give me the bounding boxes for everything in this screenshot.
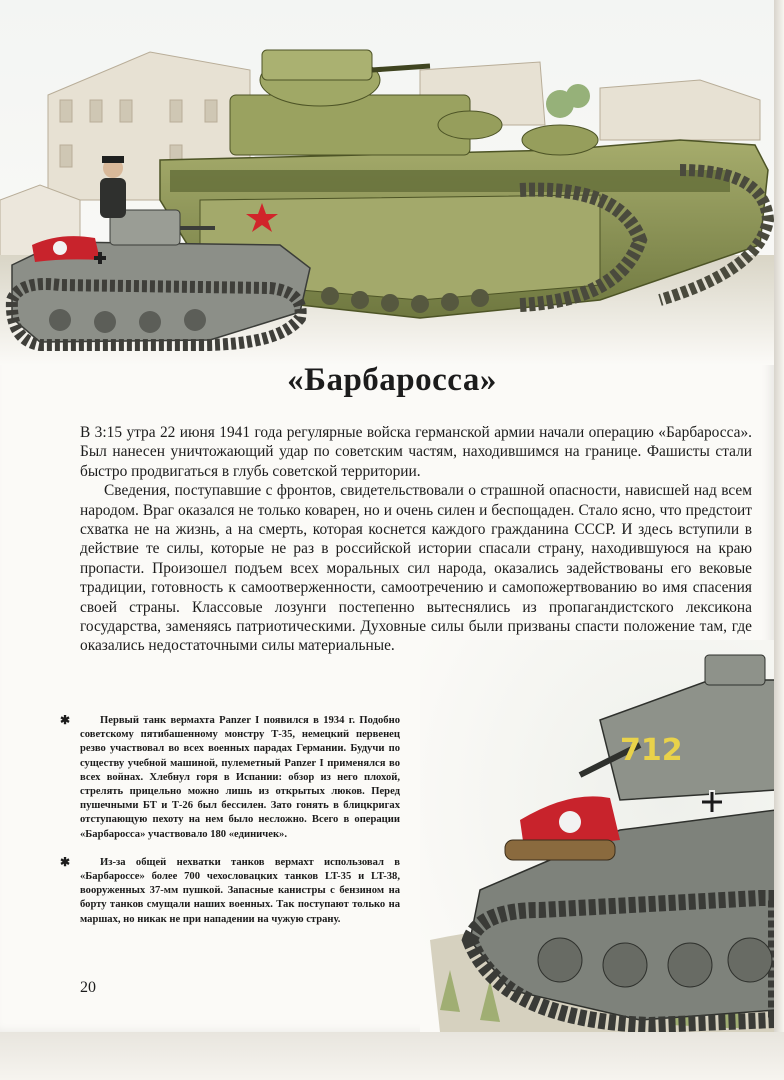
asterisk-icon: ✱ [60,854,71,869]
paragraph: Сведения, поступавшие с фронтов, свидетельствовали о страшной опасности, нависшей над всем народом. Враг оказался не только коварен, но и очень силен и беспощаден. Стало ясно, что предстоит схватка не на жизнь, а на смерть, которая коснется каждого гражданина СССР. И здесь вступили в действие те силы, которые не раз в российской истории спасали страну, находившуюся на краю пропасти. Произошел подъем всех моральных сил народа, оказались задействованы его вековые традиции, готовность к самоотверженности, самоотречению и самопожертвованию во имя спасения своей страны. Классовые лозунги постепенно вытеснялись из пропагандистского лексикона государства, заменяясь патриотическими. Духовные силы были призваны спасти положение там, где оказались недостаточными силы материальные. [80,482,752,655]
page-number: 20 [80,979,96,996]
note-panzer-i [60,713,400,842]
note-lt35-lt38 [60,854,400,927]
asterisk-icon: ✱ [60,713,71,727]
crewman [100,156,126,218]
page-edge [774,0,784,1080]
note-text: Из-за общей нехватки танков вермахт использовал в «Барбароссе» более 700 чехословацких танков LT-35 и LT-38, вооруженных 37-мм пушкой. Запасные канистры с бензином на борту танков смущали наших военных. Так поступают только на маршах, но никак не при нападении на чужую страну. [80,856,400,925]
lt38-illustration [420,640,776,1032]
sidebar-notes [60,713,400,941]
scan-margin [0,1032,784,1080]
paragraph: В 3:15 утра 22 июня 1941 года регулярные войска германской армии начали операцию «Барбаросса». Был нанесен уничтожающий удар по советским частям, находившимся на границе. Фашисты стали быстро продвигаться в глубь советской территории. [80,424,752,480]
page-title: «Барбаросса» [287,362,497,398]
tank-number: 712 [620,733,683,768]
article-body [80,423,752,656]
note-text: Первый танк вермахта Panzer I появился в 1934 г. Подобно советскому пятибашенному монстру Т-35, немецкий первенец резво участвовал во всех военных парадах Германии. Будучи по существу учебной машиной, пулеметный Panzer I применялся во всех войнах. Хлебнул горя в Испании: обзор из него плохой, стрелять прицельно можно лишь из открытых люков. Перед пушечными БТ и Т-26 был бессилен. Зато гонять в блицкригах отступающую пехоту на нем было несложно. Всего в операции «Барбаросса» участвовало 180 «единичек». [80,715,400,840]
t35-and-panzer-illustration [0,0,776,365]
